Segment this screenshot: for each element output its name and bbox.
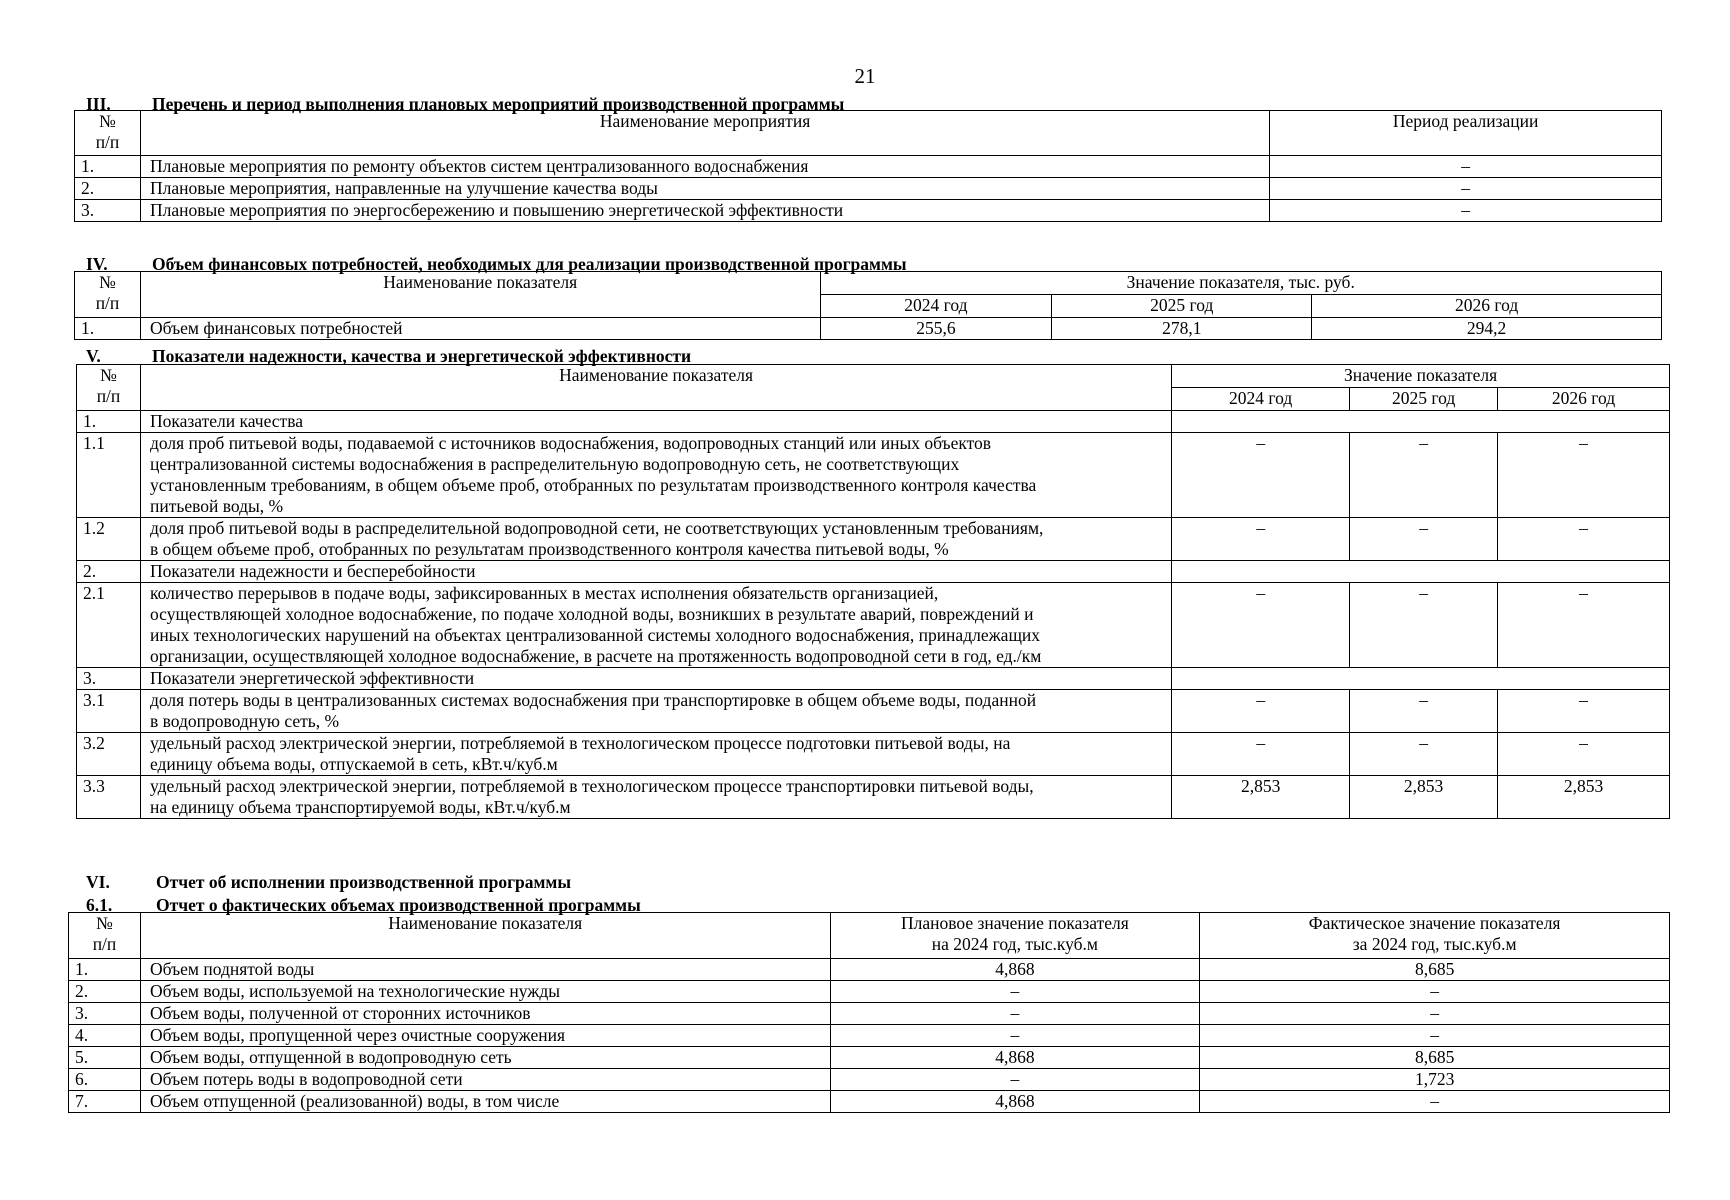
row-number: 1. bbox=[69, 959, 141, 981]
row-number: 1. bbox=[75, 156, 141, 178]
page-number: 21 bbox=[854, 64, 876, 88]
row-number: 2. bbox=[75, 178, 141, 200]
table-activities bbox=[74, 110, 1662, 222]
header-period: Период реализации bbox=[1270, 111, 1662, 156]
table-row bbox=[69, 1091, 1670, 1113]
table-row bbox=[69, 1047, 1670, 1069]
row-number: 4. bbox=[69, 1025, 141, 1047]
section-number: VI. bbox=[86, 872, 110, 892]
actual-value: 1,723 bbox=[1200, 1069, 1670, 1091]
table-actual-volumes bbox=[68, 912, 1670, 1113]
indicator-name: доля потерь воды в централизованных системах водоснабжения при транспортировке в общем объеме воды, поданной в водопроводную сеть, % bbox=[140, 690, 1171, 733]
group-title: Показатели энергетической эффективности bbox=[140, 668, 1171, 690]
table-row bbox=[69, 1003, 1670, 1025]
row-number: 5. bbox=[69, 1047, 141, 1069]
empty-value-cell bbox=[1172, 411, 1670, 433]
header-year-2024: 2024 год bbox=[1172, 388, 1350, 411]
value-2024: – bbox=[1172, 733, 1350, 776]
table-row bbox=[69, 1069, 1670, 1091]
indicator-name: доля проб питьевой воды в распределительной водопроводной сети, не соответствующих установленным требованиям, в общем объеме проб, отобранных по результатам производственного контроля качества питьевой воды, % bbox=[140, 518, 1171, 561]
header-actual-value: Фактическое значение показателя за 2024 год, тыс.куб.м bbox=[1200, 913, 1670, 959]
row-number: 3. bbox=[75, 200, 141, 222]
header-year-2025: 2025 год bbox=[1350, 388, 1498, 411]
table-row bbox=[75, 200, 1662, 222]
table-row bbox=[77, 518, 1670, 561]
header-plan-value: Плановое значение показателя на 2024 год, тыс.куб.м bbox=[830, 913, 1200, 959]
indicator-name: Объем воды, используемой на технологические нужды bbox=[140, 981, 830, 1003]
value-2025: – bbox=[1350, 433, 1498, 518]
value-2025: – bbox=[1350, 583, 1498, 668]
section-title: Объем финансовых потребностей, необходимых для реализации производственной программы bbox=[152, 254, 907, 274]
table-row bbox=[69, 981, 1670, 1003]
period-value: – bbox=[1270, 156, 1662, 178]
table-row bbox=[69, 959, 1670, 981]
table-row bbox=[77, 668, 1670, 690]
table-row bbox=[77, 411, 1670, 433]
indicator-name: удельный расход электрической энергии, потребляемой в технологическом процессе подготовки питьевой воды, на единицу объема воды, отпускаемой в сеть, кВт.ч/куб.м bbox=[140, 733, 1171, 776]
header-year-2026: 2026 год bbox=[1312, 295, 1662, 318]
row-number: 2. bbox=[77, 561, 141, 583]
plan-value: 4,868 bbox=[830, 959, 1200, 981]
header-indicator-name: Наименование показателя bbox=[140, 913, 830, 959]
table-row bbox=[75, 318, 1662, 340]
section-title: Отчет об исполнении производственной программы bbox=[156, 872, 572, 892]
section-number: III. bbox=[86, 94, 111, 114]
value-2026: 294,2 bbox=[1312, 318, 1662, 340]
value-2024: – bbox=[1172, 690, 1350, 733]
value-2026: – bbox=[1498, 433, 1670, 518]
value-2025: 278,1 bbox=[1052, 318, 1312, 340]
row-number: 3.2 bbox=[77, 733, 141, 776]
indicator-name: Объем воды, полученной от сторонних источников bbox=[140, 1003, 830, 1025]
header-number: № п/п bbox=[77, 365, 141, 411]
indicator-name: Объем отпущенной (реализованной) воды, в том числе bbox=[140, 1091, 830, 1113]
indicator-name: Объем воды, отпущенной в водопроводную сеть bbox=[140, 1047, 830, 1069]
actual-value: 8,685 bbox=[1200, 959, 1670, 981]
empty-value-cell bbox=[1172, 668, 1670, 690]
table-row bbox=[77, 690, 1670, 733]
activity-name: Плановые мероприятия по энергосбережению и повышению энергетической эффективности bbox=[140, 200, 1269, 222]
period-value: – bbox=[1270, 178, 1662, 200]
indicator-name: Объем финансовых потребностей bbox=[140, 318, 820, 340]
row-number: 1. bbox=[75, 318, 141, 340]
activity-name: Плановые мероприятия по ремонту объектов систем централизованного водоснабжения bbox=[140, 156, 1269, 178]
plan-value: 4,868 bbox=[830, 1091, 1200, 1113]
actual-value: – bbox=[1200, 1003, 1670, 1025]
period-value: – bbox=[1270, 200, 1662, 222]
row-number: 1.1 bbox=[77, 433, 141, 518]
indicator-name: Объем поднятой воды bbox=[140, 959, 830, 981]
indicator-name: Объем потерь воды в водопроводной сети bbox=[140, 1069, 830, 1091]
table-row bbox=[77, 583, 1670, 668]
header-indicator-name: Наименование показателя bbox=[140, 272, 820, 318]
table-row bbox=[77, 776, 1670, 819]
value-2024: 255,6 bbox=[820, 318, 1052, 340]
value-2026: 2,853 bbox=[1498, 776, 1670, 819]
table-financial-needs bbox=[74, 271, 1662, 340]
header-year-2024: 2024 год bbox=[820, 295, 1052, 318]
plan-value: – bbox=[830, 1003, 1200, 1025]
table-row bbox=[77, 733, 1670, 776]
row-number: 2.1 bbox=[77, 583, 141, 668]
value-2026: – bbox=[1498, 583, 1670, 668]
row-number: 3. bbox=[69, 1003, 141, 1025]
header-number: № п/п bbox=[75, 111, 141, 156]
section-number: V. bbox=[86, 346, 101, 366]
table-row bbox=[77, 433, 1670, 518]
plan-value: – bbox=[830, 1069, 1200, 1091]
row-number: 3. bbox=[77, 668, 141, 690]
table-row bbox=[75, 178, 1662, 200]
group-title: Показатели надежности и бесперебойности bbox=[140, 561, 1171, 583]
actual-value: – bbox=[1200, 1091, 1670, 1113]
header-year-2026: 2026 год bbox=[1498, 388, 1670, 411]
header-number: № п/п bbox=[69, 913, 141, 959]
value-2025: – bbox=[1350, 690, 1498, 733]
value-2026: – bbox=[1498, 733, 1670, 776]
value-2024: – bbox=[1172, 433, 1350, 518]
header-number: № п/п bbox=[75, 272, 141, 318]
table-reliability-indicators bbox=[76, 364, 1670, 819]
section-title: Показатели надежности, качества и энергетической эффективности bbox=[152, 346, 692, 366]
actual-value: 8,685 bbox=[1200, 1047, 1670, 1069]
plan-value: – bbox=[830, 1025, 1200, 1047]
indicator-name: доля проб питьевой воды, подаваемой с источников водоснабжения, водопроводных станций или иных объектов централизованной системы водоснабжения в распределительную водопроводную сеть, не соответствующих установленным требованиям, в общем объеме проб, отобранных по результатам производственного контроля качества питьевой воды, % bbox=[140, 433, 1171, 518]
section-title: Перечень и период выполнения плановых мероприятий производственной программы bbox=[152, 94, 845, 114]
empty-value-cell bbox=[1172, 561, 1670, 583]
actual-value: – bbox=[1200, 981, 1670, 1003]
row-number: 2. bbox=[69, 981, 141, 1003]
indicator-name: удельный расход электрической энергии, потребляемой в технологическом процессе транспортировки питьевой воды, на единицу объема транспортируемой воды, кВт.ч/куб.м bbox=[140, 776, 1171, 819]
value-2024: – bbox=[1172, 583, 1350, 668]
row-number: 1.2 bbox=[77, 518, 141, 561]
value-2025: 2,853 bbox=[1350, 776, 1498, 819]
table-row bbox=[75, 156, 1662, 178]
header-indicator-name: Наименование показателя bbox=[140, 365, 1171, 411]
value-2025: – bbox=[1350, 733, 1498, 776]
value-2024: 2,853 bbox=[1172, 776, 1350, 819]
row-number: 7. bbox=[69, 1091, 141, 1113]
plan-value: 4,868 bbox=[830, 1047, 1200, 1069]
section-number: IV. bbox=[86, 254, 108, 274]
row-number: 3.1 bbox=[77, 690, 141, 733]
plan-value: – bbox=[830, 981, 1200, 1003]
header-value: Значение показателя bbox=[1172, 365, 1670, 388]
subsection-number: 6.1. bbox=[86, 895, 113, 915]
table-row bbox=[77, 561, 1670, 583]
value-2026: – bbox=[1498, 518, 1670, 561]
value-2026: – bbox=[1498, 690, 1670, 733]
value-2025: – bbox=[1350, 518, 1498, 561]
indicator-name: количество перерывов в подаче воды, зафиксированных в местах исполнения обязательств организацией, осуществляющей холодное водоснабжение, по подаче холодной воды, возникших в результате аварий, повреждений и иных технологических нарушений на объектах централизованной системы холодного водоснабжения, принадлежащих организации, осуществляющей холодное водоснабжение, в расчете на протяженность водопроводной сети в год, ед./км bbox=[140, 583, 1171, 668]
row-number: 6. bbox=[69, 1069, 141, 1091]
table-row bbox=[69, 1025, 1670, 1047]
header-year-2025: 2025 год bbox=[1052, 295, 1312, 318]
header-value: Значение показателя, тыс. руб. bbox=[820, 272, 1661, 295]
row-number: 3.3 bbox=[77, 776, 141, 819]
actual-value: – bbox=[1200, 1025, 1670, 1047]
subsection-title: Отчет о фактических объемах производственной программы bbox=[156, 895, 641, 915]
group-title: Показатели качества bbox=[140, 411, 1171, 433]
indicator-name: Объем воды, пропущенной через очистные сооружения bbox=[140, 1025, 830, 1047]
value-2024: – bbox=[1172, 518, 1350, 561]
row-number: 1. bbox=[77, 411, 141, 433]
activity-name: Плановые мероприятия, направленные на улучшение качества воды bbox=[140, 178, 1269, 200]
header-activity-name: Наименование мероприятия bbox=[140, 111, 1269, 156]
